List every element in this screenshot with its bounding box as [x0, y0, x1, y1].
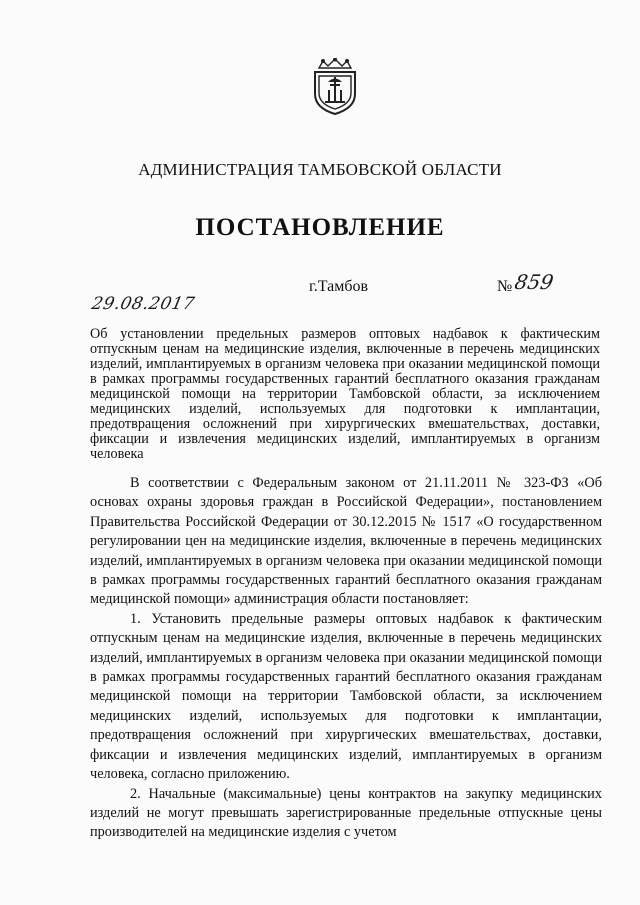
item-1-paragraph: 1. Установить предельные размеры оптовых надбавок к фактическим отпускным ценам на медицинские изделия, включенные в перечень медицинских изделий, имплантируемых в организм человека при оказании медицинской помощи в рамках программы государственных гарантий бесплатного оказания гражданам медицинской помощи на территории Тамбовской области, за исключением медицинских изделий, используемых для подготовки к имплантации, предотвращения осложнений при хирургических вмешательствах, доставки, фиксации и извлечения медицинских изделий, имплантируемых в организм человека, согласно приложению.: [90, 610, 602, 783]
document-type-title: ПОСТАНОВЛЕНИЕ: [195, 214, 445, 241]
administration-name: АДМИНИСТРАЦИЯ ТАМБОВСКОЙ ОБЛАСТИ: [138, 160, 502, 179]
document-subject: Об установлении предельных размеров оптовых надбавок к фактическим отпускным ценам на медицинские изделия, включенные в перечень медицинских изделий, имплантируемых в организм человека при оказании медицинской помощи в рамках программы государственных гарантий бесплатного оказания гражданам медицинской помощи на территории Тамбовской области, за исключением медицинских изделий, используемых для подготовки к имплантации, предотвращения осложнений при хирургических вмешательствах, доставки, фиксации и извлечения медицинских изделий, имплантируемых в организм человека: [90, 326, 600, 462]
item-2-paragraph: 2. Начальные (максимальные) цены контрактов на закупку медицинских изделий не могут превышать зарегистрированные предельные отпускные цены производителей на медицинские изделия с учетом: [90, 785, 602, 841]
document-number: 859: [512, 270, 556, 294]
document-body: [90, 474, 602, 843]
number-label: №: [497, 278, 513, 295]
document-date: 29.08.2017: [89, 294, 197, 314]
tambov-coat-of-arms-icon: [311, 58, 359, 116]
preamble-paragraph: В соответствии с Федеральным законом от 21.11.2011 № 323-ФЗ «Об основах охраны здоровья граждан в Российской Федерации», постановлением Правительства Российской Федерации от 30.12.2015 № 1517 «О государственном регулировании цен на медицинские изделия, включенные в перечень медицинских изделий, имплантируемых в организм человека при оказании медицинской помощи в рамках программы государственных гарантий бесплатного оказания гражданам медицинской помощи» администрация области постановляет:: [90, 475, 602, 608]
city: г.Тамбов: [309, 278, 369, 295]
